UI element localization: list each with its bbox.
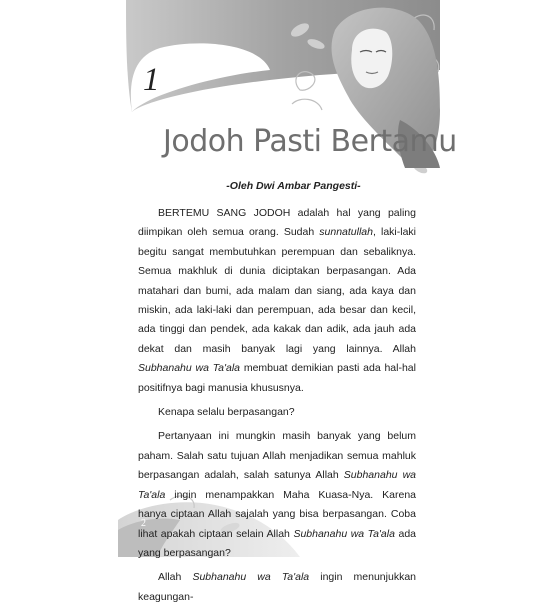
italic-term: Subhanahu wa Ta'ala — [192, 571, 310, 584]
italic-term: sunnatullah — [319, 226, 373, 239]
italic-term: Subhanahu wa Ta'ala — [138, 469, 416, 501]
chapter-body — [138, 204, 416, 607]
paragraph-3-text-a: Pertanyaan ini mungkin masih banyak yang belum paham. Salah satu tujuan Allah menjadikan semua mahluk berpasangan adalah, salah satunya Allah — [138, 430, 416, 482]
chapter-title: Jodoh Pasti Bertamu — [163, 124, 457, 159]
page-number: 2 — [141, 518, 146, 529]
italic-term: Subhanahu wa Ta'ala — [293, 527, 395, 540]
paragraph-1-text-b: , laki-laki begitu sangat membutuhkan perempuan dan sebaliknya. Semua makhluk di dunia diciptakan berpasangan. Ada matahari dan bumi, ada malam dan siang, ada kaya dan miskin, ada laki-laki dan perempuan, ada besar dan kecil, ada tinggi dan pendek, ada kakak dan adik, ada jauh ada dekat dan masih banyak lagi yang lainnya. Allah — [138, 226, 416, 355]
italic-term: Subhanahu wa Ta'ala — [138, 362, 241, 375]
chapter-author: -Oleh Dwi Ambar Pangesti- — [226, 180, 361, 192]
paragraph-1 — [138, 204, 416, 398]
paragraph-4-text-a: Allah — [158, 571, 193, 584]
paragraph-2: Kenapa selalu berpasangan? — [158, 406, 295, 419]
paragraph-3 — [138, 427, 416, 563]
paragraph-1-text-c: membuat demikian pasti ada hal-hal positifnya bagi manusia khususnya. — [138, 362, 416, 394]
opening-words: BERTEMU SANG JODOH — [158, 207, 291, 219]
paragraph-4 — [138, 568, 416, 607]
paragraph-3-text-c: ada yang berpasangan? — [138, 527, 417, 559]
paragraph-4-text-b: ingin menunjukkan keagungan- — [138, 571, 416, 603]
paragraph-1-text-a: adalah hal yang paling diimpikan oleh semua orang. Sudah — [138, 207, 416, 239]
paragraph-3-text-b: ingin menampakkan Maha Kuasa-Nya. Karena hanya ciptaan Allah sajalah yang bisa berpasangan. Coba lihat apakah ciptaan selain Allah — [138, 488, 416, 540]
chapter-number: 1 — [143, 62, 160, 98]
